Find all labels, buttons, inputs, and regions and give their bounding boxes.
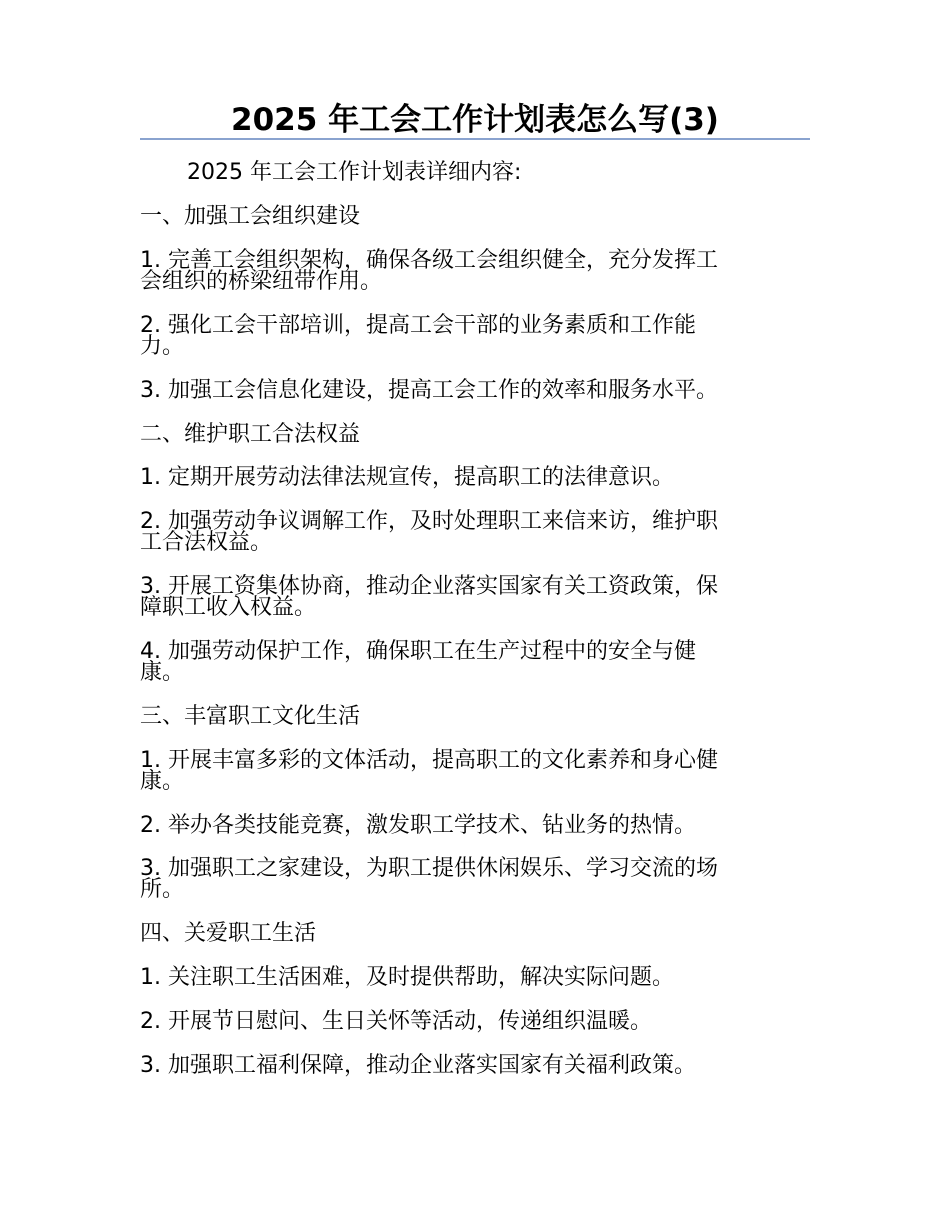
- list-item-line: 2. 开展节日慰问、生日关怀等活动，传递组织温暖。: [140, 1009, 652, 1034]
- section-heading: 三、丰富职工文化生活: [140, 704, 361, 729]
- document-title: 2025 年工会工作计划表怎么写(3): [231, 102, 719, 138]
- title-underline: [140, 138, 810, 140]
- list-item: [140, 1055, 800, 1076]
- list-item-line: 障职工收入权益。: [140, 595, 317, 620]
- list-item-line: 3. 加强职工福利保障，推动企业落实国家有关福利政策。: [140, 1053, 696, 1078]
- list-item: [140, 467, 800, 488]
- list-item-line: 2. 加强劳动争议调解工作，及时处理职工来信来访，维护职: [140, 509, 718, 534]
- list-item-line: 1. 定期开展劳动法律法规宣传，提高职工的法律意识。: [140, 465, 674, 490]
- section-heading: 一、加强工会组织建设: [140, 204, 361, 229]
- list-item-line: 2. 举办各类技能竞赛，激发职工学技术、钻业务的热情。: [140, 813, 696, 838]
- list-item-line: 会组织的桥梁纽带作用。: [140, 269, 383, 294]
- list-item: [140, 315, 800, 357]
- list-item-line: 3. 加强职工之家建设，为职工提供休闲娱乐、学习交流的场: [140, 856, 718, 881]
- list-item-line: 1. 开展丰富多彩的文体活动，提高职工的文化素养和身心健: [140, 748, 718, 773]
- intro-text: 2025 年工会工作计划表详细内容:: [187, 160, 522, 185]
- list-item-line: 3. 开展工资集体协商，推动企业落实国家有关工资政策，保: [140, 574, 718, 599]
- list-item-line: 力。: [140, 334, 185, 359]
- list-item-line: 康。: [140, 660, 185, 685]
- list-item-line: 康。: [140, 769, 185, 794]
- list-item: [140, 576, 800, 618]
- list-item: [140, 511, 800, 553]
- section-heading: 二、维护职工合法权益: [140, 422, 361, 447]
- list-item: [140, 1011, 800, 1032]
- list-item: [140, 380, 800, 401]
- list-item: [140, 641, 800, 683]
- list-item-line: 4. 加强劳动保护工作，确保职工在生产过程中的安全与健: [140, 639, 696, 664]
- list-item: [140, 858, 800, 900]
- list-item: [140, 967, 800, 988]
- list-item-line: 工合法权益。: [140, 530, 273, 555]
- list-item-line: 2. 强化工会干部培训，提高工会干部的业务素质和工作能: [140, 313, 696, 338]
- list-item: [140, 815, 800, 836]
- list-item: [140, 250, 800, 292]
- list-item-line: 1. 完善工会组织架构，确保各级工会组织健全，充分发挥工: [140, 248, 718, 273]
- list-item-line: 1. 关注职工生活困难，及时提供帮助，解决实际问题。: [140, 965, 674, 990]
- list-item-line: 3. 加强工会信息化建设，提高工会工作的效率和服务水平。: [140, 378, 718, 403]
- list-item: [140, 750, 800, 792]
- section-heading: 四、关爱职工生活: [140, 921, 317, 946]
- list-item-line: 所。: [140, 877, 185, 902]
